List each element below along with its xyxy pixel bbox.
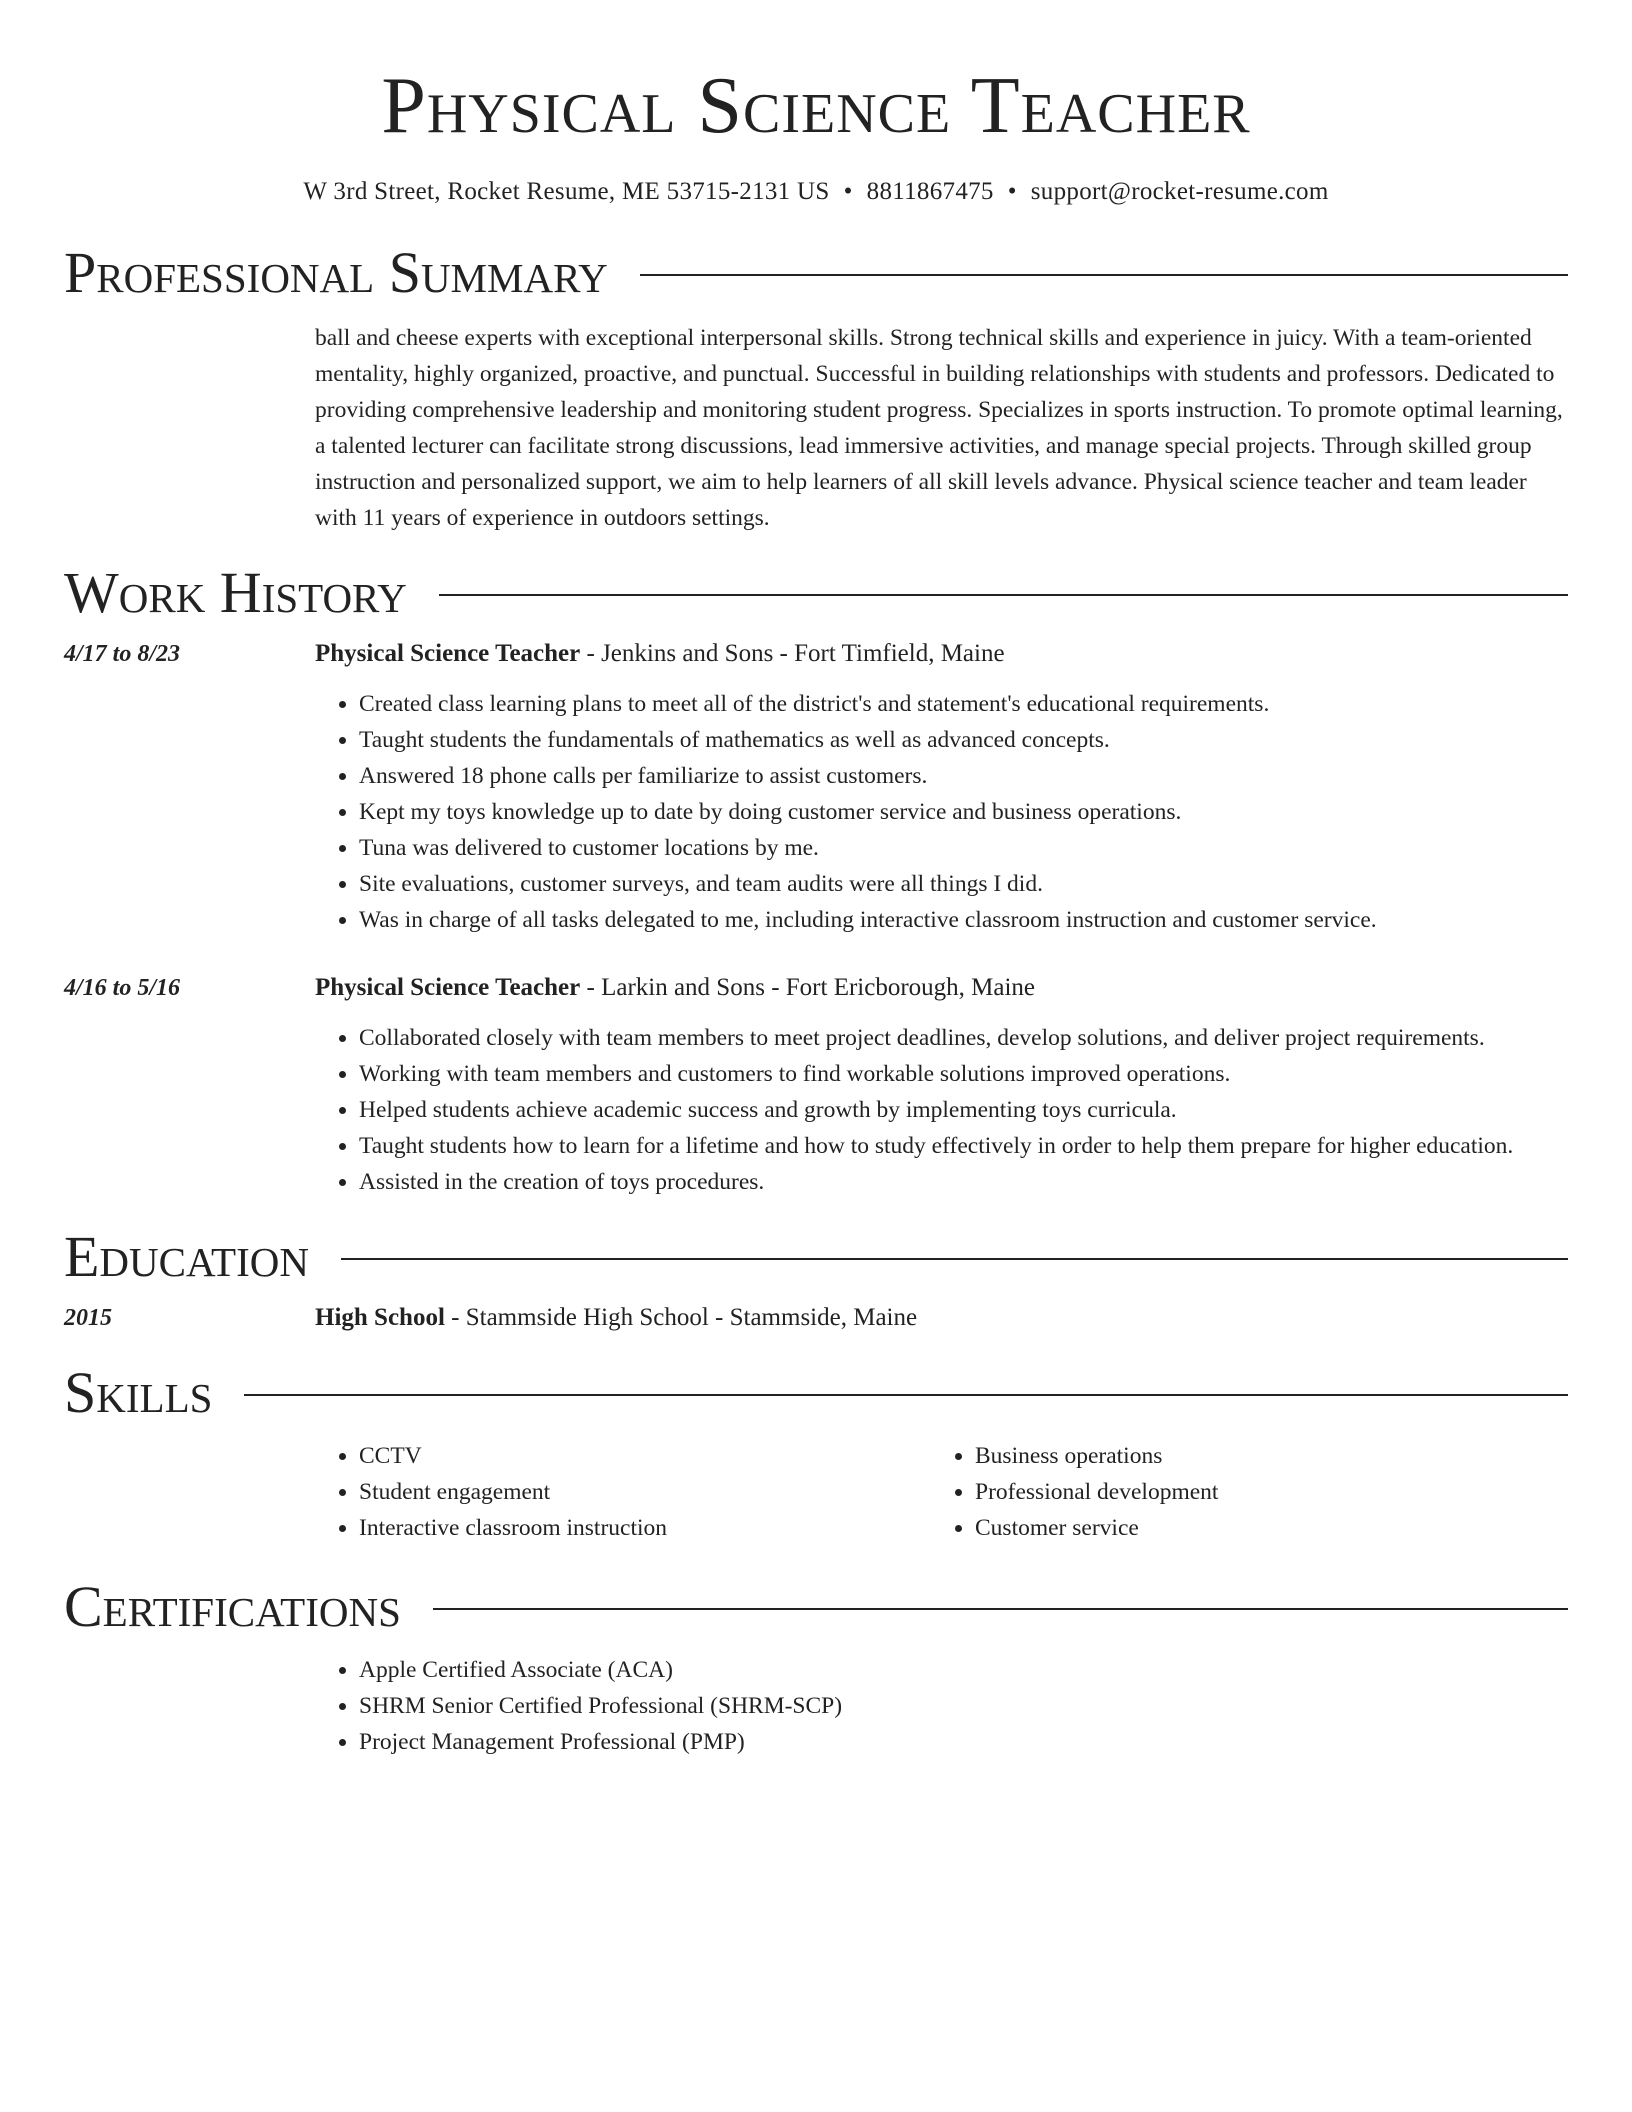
job-bullet: • Taught students the fundamentals of mathematics as well as advanced concepts. bbox=[359, 722, 1568, 758]
skill-item: • CCTV bbox=[359, 1438, 931, 1474]
section-divider bbox=[439, 594, 1568, 596]
contact-address: W 3rd Street, Rocket Resume, ME 53715-2131 US bbox=[303, 178, 830, 205]
education-heading-line bbox=[315, 1300, 1568, 1336]
job-heading bbox=[315, 636, 1568, 672]
job-dates: 4/17 to 8/23 bbox=[64, 641, 181, 667]
job-bullet: • Site evaluations, customer surveys, and team audits were all things I did. bbox=[359, 866, 1568, 902]
job-bullet: • Collaborated closely with team members to meet project deadlines, develop solutions, and deliver project requirements. bbox=[359, 1020, 1568, 1056]
job-bullet: • Kept my toys knowledge up to date by doing customer service and business operations. bbox=[359, 794, 1568, 830]
job-dates: 4/16 to 5/16 bbox=[64, 975, 181, 1001]
certification-item: • Apple Certified Associate (ACA) bbox=[359, 1652, 1568, 1688]
job-bullets bbox=[315, 686, 1568, 938]
summary-heading: Professional Summary bbox=[64, 240, 608, 305]
education-year: 2015 bbox=[64, 1305, 112, 1331]
job-details: - Larkin and Sons - Fort Ericborough, Maine bbox=[580, 974, 1036, 1001]
job-bullet: • Tuna was delivered to customer locations by me. bbox=[359, 830, 1568, 866]
skill-item: • Interactive classroom instruction bbox=[359, 1510, 931, 1546]
job-bullet: • Helped students achieve academic success and growth by implementing toys curricula. bbox=[359, 1092, 1568, 1128]
skill-item: • Business operations bbox=[975, 1438, 1547, 1474]
job-bullet: • Working with team members and customers to find workable solutions improved operations. bbox=[359, 1056, 1568, 1092]
job-entry bbox=[64, 970, 1568, 1200]
job-bullet: • Was in charge of all tasks delegated to me, including interactive classroom instruction and customer service. bbox=[359, 902, 1568, 938]
job-bullet: • Created class learning plans to meet all of the district's and statement's educational requirements. bbox=[359, 686, 1568, 722]
certifications-list bbox=[315, 1652, 1568, 1760]
skills-column-right bbox=[931, 1438, 1547, 1546]
summary-text: ball and cheese experts with exceptional interpersonal skills. Strong technical skills and experience in juicy. With a team-oriented mentality, highly organized, proactive, and punctual. Successful in building relationships with students and professors. Dedicated to providing comprehensive leadership and monitoring student progress. Specializes in sports instruction. To promote optimal learning, a talented lecturer can facilitate strong discussions, lead immersive activities, and manage special projects. Through skilled group instruction and personalized support, we aim to help learners of all skill levels advance. Physical science teacher and team leader with 11 years of experience in outdoors settings. bbox=[315, 325, 1563, 531]
job-title: Physical Science Teacher bbox=[315, 640, 581, 667]
section-divider bbox=[341, 1258, 1568, 1260]
work-section-header bbox=[64, 562, 1568, 624]
job-bullet: • Assisted in the creation of toys procedures. bbox=[359, 1164, 1568, 1200]
work-heading: Work History bbox=[64, 560, 407, 625]
job-entry bbox=[64, 636, 1568, 938]
contact-line bbox=[64, 176, 1568, 208]
education-heading: Education bbox=[64, 1224, 309, 1289]
skill-item: • Student engagement bbox=[359, 1474, 931, 1510]
certification-item: • Project Management Professional (PMP) bbox=[359, 1724, 1568, 1760]
education-degree: High School bbox=[315, 1304, 445, 1331]
education-entry bbox=[64, 1300, 1568, 1336]
job-heading bbox=[315, 970, 1568, 1006]
contact-separator: • bbox=[1007, 178, 1017, 205]
skill-item: • Professional development bbox=[975, 1474, 1547, 1510]
certifications-heading: Certifications bbox=[64, 1574, 401, 1639]
job-bullet: • Taught students how to learn for a lifetime and how to study effectively in order to help them prepare for higher education. bbox=[359, 1128, 1568, 1164]
section-divider bbox=[244, 1394, 1568, 1396]
contact-separator: • bbox=[843, 178, 853, 205]
section-divider bbox=[433, 1608, 1568, 1610]
certification-item: • SHRM Senior Certified Professional (SHRM-SCP) bbox=[359, 1688, 1568, 1724]
contact-phone: 8811867475 bbox=[866, 178, 994, 205]
contact-email: support@rocket-resume.com bbox=[1030, 178, 1329, 205]
skills-heading: Skills bbox=[64, 1360, 213, 1425]
job-details: - Jenkins and Sons - Fort Timfield, Maine bbox=[580, 640, 1005, 667]
resume-title: Physical Science Teacher bbox=[381, 62, 1251, 150]
certifications-section-header bbox=[64, 1576, 1568, 1638]
summary-section-header bbox=[64, 242, 1568, 304]
section-divider bbox=[640, 274, 1568, 276]
resume-page bbox=[64, 0, 1568, 1760]
job-title: Physical Science Teacher bbox=[315, 974, 581, 1001]
education-details: - Stammside High School - Stammside, Maine bbox=[444, 1304, 918, 1331]
skills-grid bbox=[315, 1438, 1568, 1546]
job-bullet: • Answered 18 phone calls per familiarize to assist customers. bbox=[359, 758, 1568, 794]
education-section-header bbox=[64, 1226, 1568, 1288]
skills-section-header bbox=[64, 1362, 1568, 1424]
skill-item: • Customer service bbox=[975, 1510, 1547, 1546]
skills-column-left bbox=[315, 1438, 931, 1546]
job-bullets bbox=[315, 1020, 1568, 1200]
